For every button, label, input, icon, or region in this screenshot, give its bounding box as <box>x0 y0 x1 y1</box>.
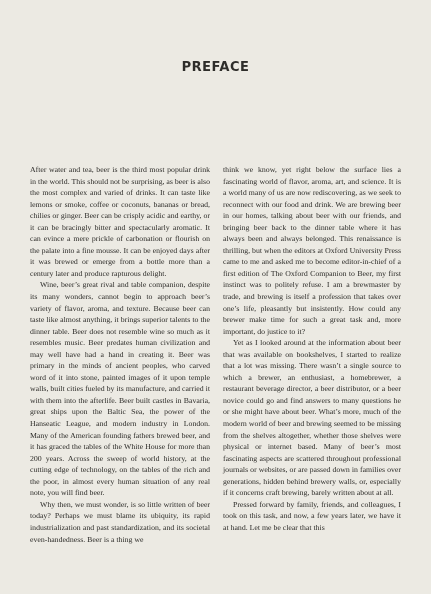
paragraph: After water and tea, beer is the third most popular drink in the world. This should not be surprising, as beer is also the most complex and varied of drinks. It can taste like lemons or smoke, coffee or coconuts, bananas or bread, chilies or ginger. Beer can be crisply acidic and earthy, or it can be bracingly bitter and spectacularly aromatic. It can evince a mere prickle of carbonation or flourish on the palate into a fine mousse. It can be enjoyed days after it was brewed or emerge from a bottle more than a century later and produce rapturous delight. <box>30 165 210 278</box>
right-column <box>223 164 401 534</box>
left-column <box>30 164 210 545</box>
paragraph: Why then, we must wonder, is so little written of beer today? Perhaps we must blame its ubiquity, its rapid industrialization and past standardization, and its societal even-handedness. Beer is a thing we <box>30 499 210 544</box>
page-title: PREFACE <box>181 60 250 75</box>
paragraph: think we know, yet right below the surface lies a fascinating world of flavor, aroma, art, and science. It is a world many of us are now rediscovering, as we seek to reconnect with our food and drink. We are brewing beer in our homes, talking about beer with our friends, and bringing beer back to the dinner table where it has always been and always belonged. This renaissance is thrilling, but when the editors at Oxford University Press came to me and asked me to become editor-in-chief of a first edition of The Oxford Companion to Beer, my first instinct was to politely refuse. I am a brewmaster by trade, and brewing is itself a profession that takes over one’s life, pleasantly but insistently. How could any brewer make time for such a great task and, more important, do justice to it? <box>223 165 401 336</box>
paragraph: Wine, beer’s great rival and table companion, despite its many wonders, cannot begin to approach beer’s variety of flavor, aroma, and texture. Because beer can taste like almost anything, it brings superior talents to the dinner table. Beer does not resemble wine so much as it resembles music. Beer predates human civilization and may well have had a hand in creating it. Beer was primary in the minds of ancient peoples, who carved word of it into stone, painted images of it upon temple walls, built cities fueled by its manufacture, and carried it with them into the afterlife. Beer built castles in Bavaria, great ships upon the Baltic Sea, the power of the Hanseatic League, and modern industry in London. Many of the American founding fathers brewed beer, and it has graced the tables of the White House for more than 200 years. Across the sweep of world history, at the cutting edge of technology, on the tables of the rich and the poor, in almost every human situation of any real note, you will find beer. <box>30 280 210 498</box>
paragraph: Pressed forward by family, friends, and colleagues, I took on this task, and now, a few years later, we have it at hand. Let me be clear that this <box>223 499 401 532</box>
paragraph: Yet as I looked around at the information about beer that was available on bookshelves, I started to realize that a lot was missing. There wasn’t a single source to which a brewer, an enthusiast, a homebrewer, a restaurant beverage director, a beer distributor, or a beer novice could go and find answers to many questions he or she might have about beer. What’s more, much of the modern world of beer and brewing seemed to be missing from the shelves altogether, whether those shelves were physical or internet based. Many of beer’s most fascinating aspects are scattered throughout professional journals or websites, or are passed down in families over generations, hidden behind brewery walls, or, especially if it concerns craft brewing, barely written about at all. <box>223 338 401 498</box>
